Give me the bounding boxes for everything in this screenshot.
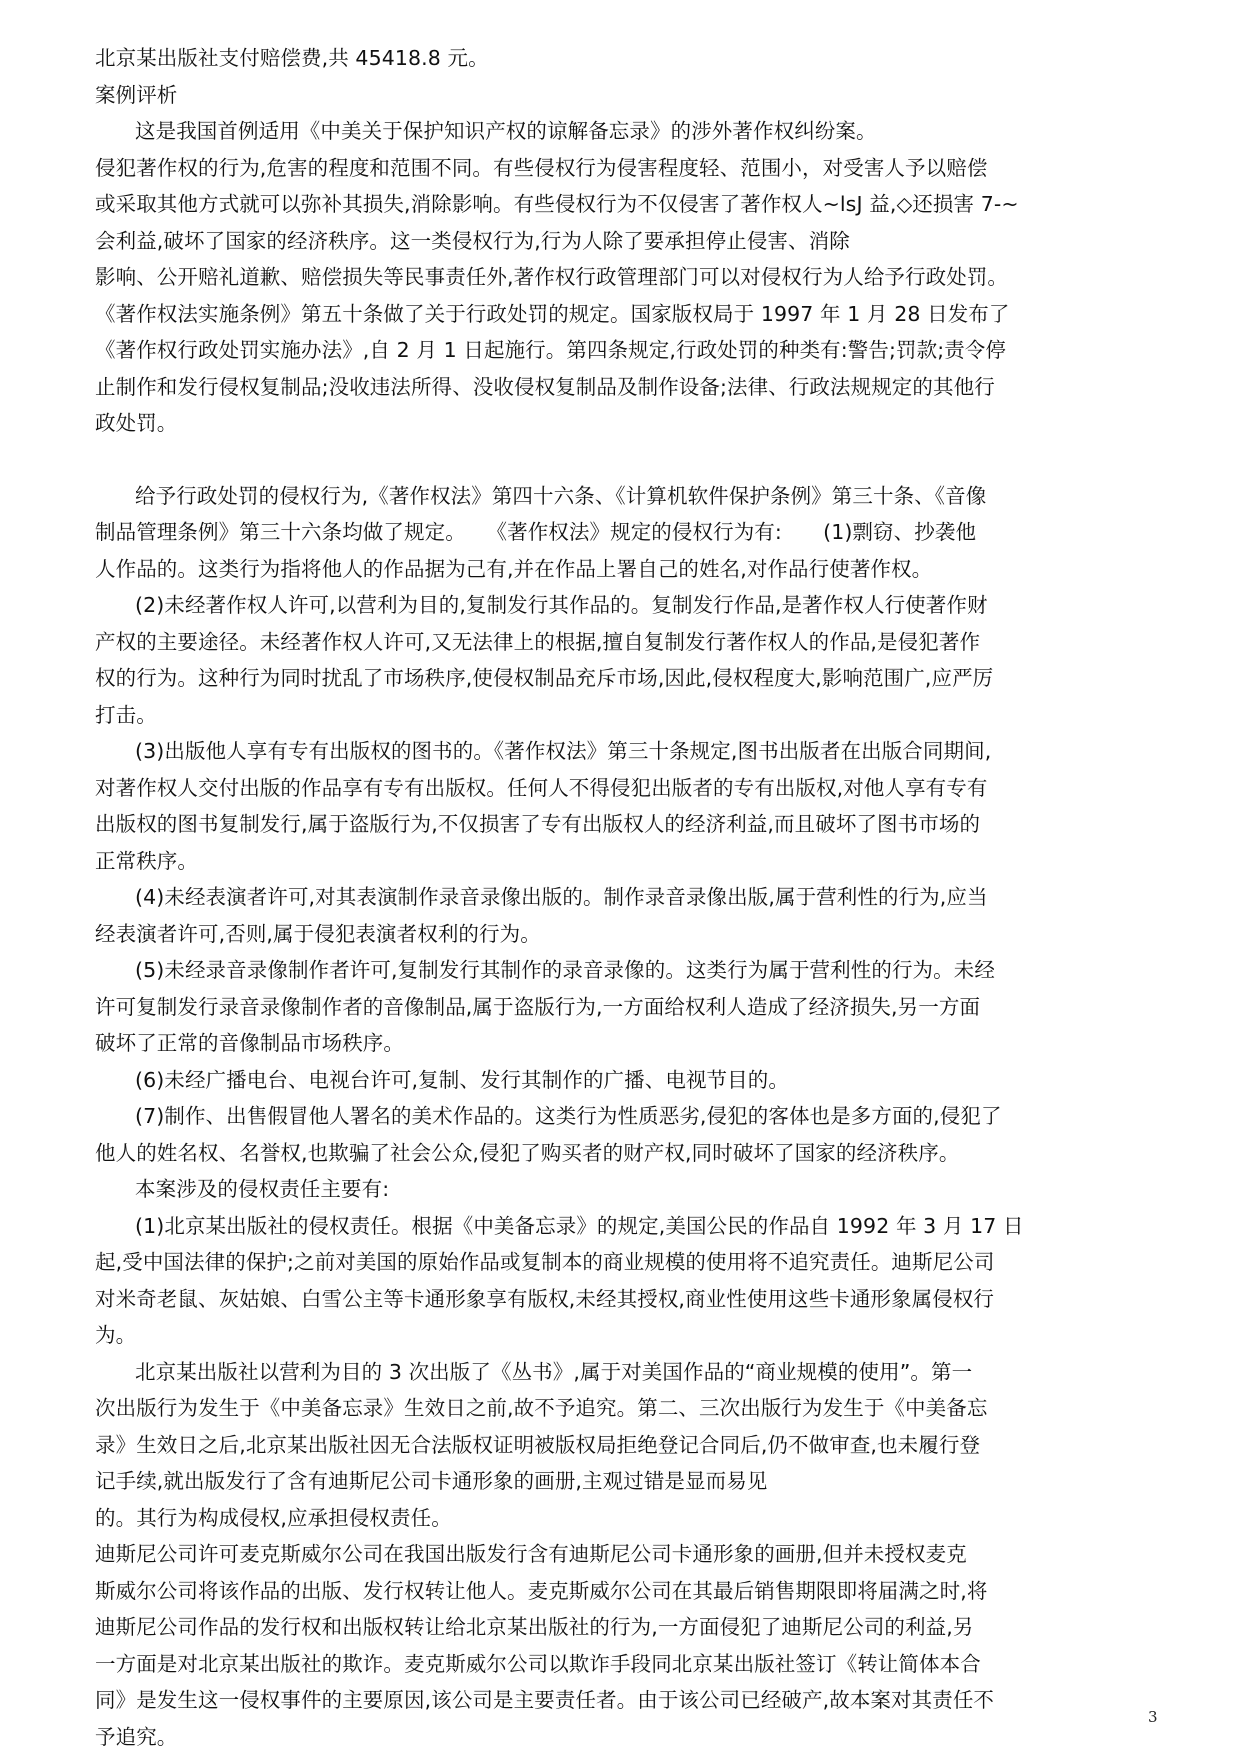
text-line: 他人的姓名权、名誉权,也欺骗了社会公众,侵犯了购买者的财产权,同时破坏了国家的经济秩序。 [95, 1135, 1161, 1172]
text-line: 侵犯著作权的行为,危害的程度和范围不同。有些侵权行为侵害程度轻、范围小，对受害人予以赔偿 [95, 150, 1161, 187]
text-line: 次出版行为发生于《中美备忘录》生效日之前,故不予追究。第二、三次出版行为发生于《中美备忘 [95, 1390, 1161, 1427]
text-line: 政处罚。 [95, 405, 1161, 442]
page-number: 3 [1148, 1708, 1158, 1726]
document-body [95, 40, 1161, 1755]
text-line: 破坏了正常的音像制品市场秩序。 [95, 1025, 1161, 1062]
text-line: 斯威尔公司将该作品的出版、发行权转让他人。麦克斯威尔公司在其最后销售期限即将届满之时,将 [95, 1573, 1161, 1610]
text-line: 对著作权人交付出版的作品享有专有出版权。任何人不得侵犯出版者的专有出版权,对他人享有专有 [95, 770, 1161, 807]
text-line: 止制作和发行侵权复制品;没收违法所得、没收侵权复制品及制作设备;法律、行政法规规定的其他行 [95, 369, 1161, 406]
text-line: 北京某出版社支付赔偿费,共 45418.8 元。 [95, 40, 1161, 77]
text-line: 会利益,破坏了国家的经济秩序。这一类侵权行为,行为人除了要承担停止侵害、消除 [95, 223, 1161, 260]
text-line: 本案涉及的侵权责任主要有: [95, 1171, 1161, 1208]
text-line: 《著作权行政处罚实施办法》,自 2 月 1 日起施行。第四条规定,行政处罚的种类有:警告;罚款;责令停 [95, 332, 1161, 369]
text-line: 打击。 [95, 697, 1161, 734]
text-line: 予追究。 [95, 1719, 1161, 1755]
text-line: (4)未经表演者许可,对其表演制作录音录像出版的。制作录音录像出版,属于营利性的行为,应当 [95, 879, 1161, 916]
text-line: 记手续,就出版发行了含有迪斯尼公司卡通形象的画册,主观过错是显而易见 [95, 1463, 1161, 1500]
text-line: 《著作权法实施条例》第五十条做了关于行政处罚的规定。国家版权局于 1997 年 1 月 28 日发布了 [95, 296, 1161, 333]
text-line: (6)未经广播电台、电视台许可,复制、发行其制作的广播、电视节目的。 [95, 1062, 1161, 1099]
text-line: 同》是发生这一侵权事件的主要原因,该公司是主要责任者。由于该公司已经破产,故本案对其责任不 [95, 1682, 1161, 1719]
text-line: 权的行为。这种行为同时扰乱了市场秩序,使侵权制品充斥市场,因此,侵权程度大,影响范围广,应严厉 [95, 660, 1161, 697]
text-line: 的。其行为构成侵权,应承担侵权责任。 [95, 1500, 1161, 1537]
text-line: 经表演者许可,否则,属于侵犯表演者权利的行为。 [95, 916, 1161, 953]
text-line: 正常秩序。 [95, 843, 1161, 880]
text-line: 这是我国首例适用《中美关于保护知识产权的谅解备忘录》的涉外著作权纠纷案。 [95, 113, 1161, 150]
text-line: 制品管理条例》第三十六条均做了规定。 《著作权法》规定的侵权行为有: (1)剽窃、抄袭他 [95, 514, 1161, 551]
text-line: 录》生效日之后,北京某出版社因无合法版权证明被版权局拒绝登记合同后,仍不做审查,也未履行登 [95, 1427, 1161, 1464]
text-line: 起,受中国法律的保护;之前对美国的原始作品或复制本的商业规模的使用将不追究责任。迪斯尼公司 [95, 1244, 1161, 1281]
text-line: 为。 [95, 1317, 1161, 1354]
text-line: (2)未经著作权人许可,以营利为目的,复制发行其作品的。复制发行作品,是著作权人行使著作财 [95, 587, 1161, 624]
text-line: (1)北京某出版社的侵权责任。根据《中美备忘录》的规定,美国公民的作品自 1992 年 3 月 17 日 [95, 1208, 1161, 1245]
text-line: (7)制作、出售假冒他人署名的美术作品的。这类行为性质恶劣,侵犯的客体也是多方面的,侵犯了 [95, 1098, 1161, 1135]
text-line: 产权的主要途径。未经著作权人许可,又无法律上的根据,擅自复制发行著作权人的作品,是侵犯著作 [95, 624, 1161, 661]
text-line: 出版权的图书复制发行,属于盗版行为,不仅损害了专有出版权人的经济利益,而且破坏了图书市场的 [95, 806, 1161, 843]
text-line: 迪斯尼公司许可麦克斯威尔公司在我国出版发行含有迪斯尼公司卡通形象的画册,但并未授权麦克 [95, 1536, 1161, 1573]
text-line: 案例评析 [95, 77, 1161, 114]
text-line: 迪斯尼公司作品的发行权和出版权转让给北京某出版社的行为,一方面侵犯了迪斯尼公司的利益,另 [95, 1609, 1161, 1646]
text-line: 给予行政处罚的侵权行为,《著作权法》第四十六条、《计算机软件保护条例》第三十条、《音像 [95, 478, 1161, 515]
text-line: 或采取其他方式就可以弥补其损失,消除影响。有些侵权行为不仅侵害了著作权人~lsJ 益,◇还损害 7-~ [95, 186, 1161, 223]
text-line: 许可复制发行录音录像制作者的音像制品,属于盗版行为,一方面给权利人造成了经济损失,另一方面 [95, 989, 1161, 1026]
text-line: (3)出版他人享有专有出版权的图书的。《著作权法》第三十条规定,图书出版者在出版合同期间, [95, 733, 1161, 770]
text-line: 对米奇老鼠、灰姑娘、白雪公主等卡通形象享有版权,未经其授权,商业性使用这些卡通形象属侵权行 [95, 1281, 1161, 1318]
text-line: 人作品的。这类行为指将他人的作品据为己有,并在作品上署自己的姓名,对作品行使著作权。 [95, 551, 1161, 588]
text-line: 北京某出版社以营利为目的 3 次出版了《丛书》,属于对美国作品的“商业规模的使用”。第一 [95, 1354, 1161, 1391]
text-line: 影响、公开赔礼道歉、赔偿损失等民事责任外,著作权行政管理部门可以对侵权行为人给予行政处罚。 [95, 259, 1161, 296]
text-line: (5)未经录音录像制作者许可,复制发行其制作的录音录像的。这类行为属于营利性的行为。未经 [95, 952, 1161, 989]
text-line: 一方面是对北京某出版社的欺诈。麦克斯威尔公司以欺诈手段同北京某出版社签订《转让简体本合 [95, 1646, 1161, 1683]
blank-line [95, 442, 1161, 478]
